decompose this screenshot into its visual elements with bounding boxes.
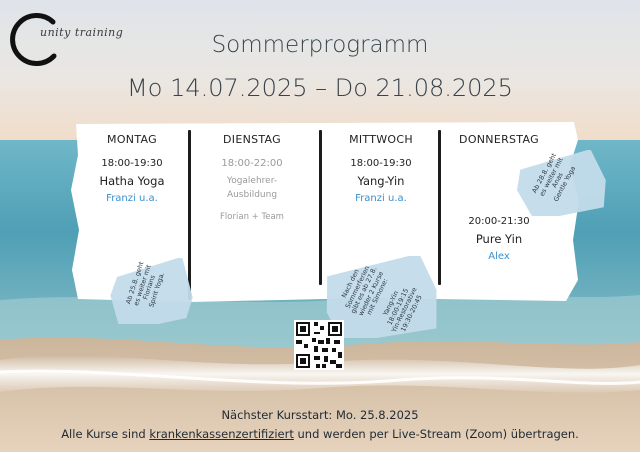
note-thursday: Ab 28.8. geht es weiter mit Anas Gentle Yoga bbox=[530, 151, 577, 203]
next-course-start: Nächster Kursstart: Mo. 25.8.2025 bbox=[221, 408, 419, 422]
footer-text-after: und werden per Live-Stream (Zoom) übertragen. bbox=[293, 427, 579, 441]
footer-info bbox=[0, 427, 640, 441]
course-time: 20:00-21:30 bbox=[468, 216, 530, 227]
day-label: DIENSTAG bbox=[223, 133, 281, 146]
footer-text-before: Alle Kurse sind bbox=[61, 427, 150, 441]
note-monday: Ab 25.8. geht es weiter mit Florians Spirit Yoga. bbox=[124, 260, 166, 309]
course-name: Yogalehrer- Ausbildung bbox=[226, 176, 278, 200]
qr-code-icon[interactable] bbox=[294, 320, 344, 370]
course-teacher: Franzi u.a. bbox=[355, 193, 407, 204]
certified-link[interactable]: krankenkassenzertifiziert bbox=[149, 427, 294, 441]
course-teacher: Alex bbox=[488, 251, 510, 262]
course-teacher: Franzi u.a. bbox=[106, 193, 158, 204]
column-monday bbox=[72, 133, 192, 204]
date-range: Mo 14.07.2025 – Do 21.08.2025 bbox=[127, 74, 513, 102]
brand-name: unity training bbox=[40, 26, 124, 39]
course-name: Pure Yin bbox=[475, 232, 523, 246]
course-time: 18:00-19:30 bbox=[350, 158, 412, 169]
day-label: MONTAG bbox=[107, 133, 157, 146]
course-name: Yang-Yin bbox=[357, 174, 405, 188]
day-label: DONNERSTAG bbox=[459, 133, 539, 146]
course-time: 18:00-22:00 bbox=[221, 158, 283, 169]
course-name: Hatha Yoga bbox=[99, 174, 165, 188]
course-teacher: Florian + Team bbox=[220, 212, 284, 222]
day-label: MITTWOCH bbox=[349, 133, 413, 146]
course-time: 18:00-19:30 bbox=[101, 158, 163, 169]
column-dienstag bbox=[192, 133, 312, 222]
column-mittwoch bbox=[321, 133, 441, 204]
page-title: Sommerprogramm bbox=[211, 32, 429, 58]
note-wednesday: Nach den Sommerferien gibt es ab 27.8. wieder 2 Kurse mit Simone: Yang-Yin 18:00-19:15 Yin-Restorative 19:30-20:45 bbox=[339, 264, 424, 334]
